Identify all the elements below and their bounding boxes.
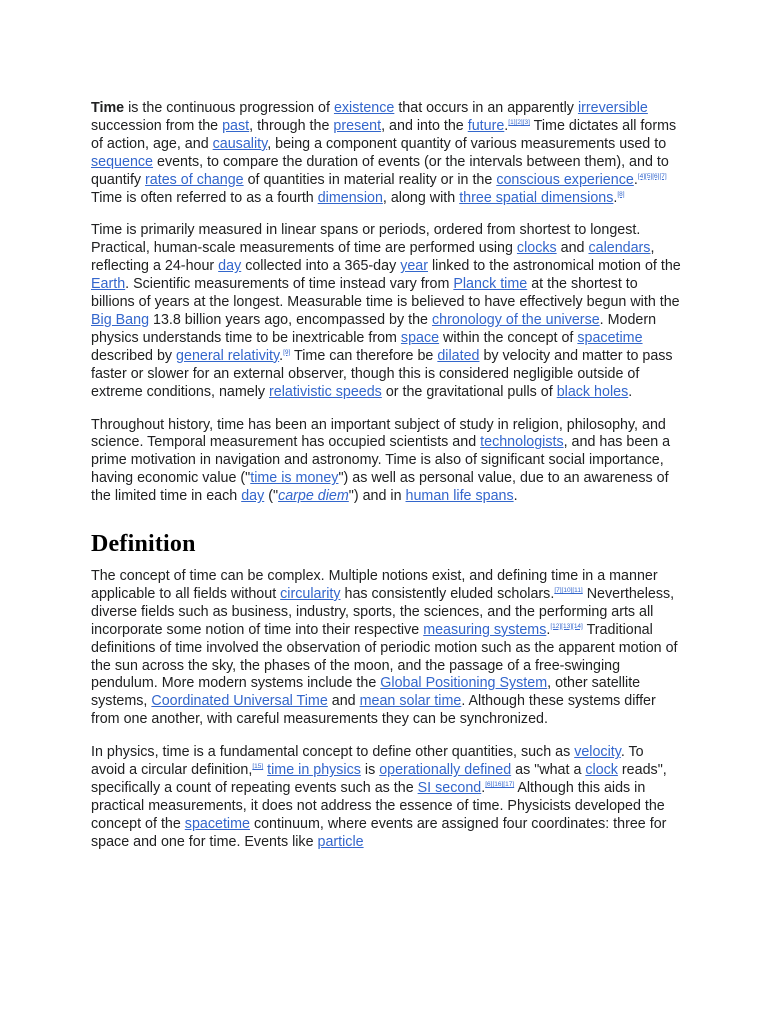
article-link[interactable]: day <box>241 488 265 505</box>
article-link[interactable]: mean solar time <box>359 693 462 710</box>
section-heading-definition: Definition <box>91 531 196 558</box>
text-run: Time can therefore be <box>290 347 438 364</box>
text-run: 13.8 billion years ago, encompassed by the <box>149 311 432 328</box>
text-run: . <box>546 621 551 638</box>
text-run: (" <box>264 488 279 505</box>
article-link[interactable]: dimension <box>317 189 383 206</box>
text-run: linked to the astronomical motion of the <box>428 258 681 275</box>
article-link[interactable]: relativistic speeds <box>269 383 382 400</box>
citation-ref[interactable]: [1][2][3] <box>508 119 530 127</box>
text-run: . <box>504 117 509 134</box>
text-run: is <box>360 762 380 779</box>
text-run: or the gravitational pulls of <box>381 383 557 400</box>
article-link[interactable]: clocks <box>516 240 557 257</box>
text-run: is the continuous progression of <box>124 100 334 116</box>
text-run: as "what a <box>511 762 586 779</box>
article-link[interactable]: spacetime <box>577 329 643 346</box>
text-run: , reflecting a 24-hour <box>91 240 655 275</box>
text-run: , and into the <box>381 117 468 134</box>
citation-ref[interactable]: [7][10][11] <box>554 587 583 595</box>
text-run: and <box>556 240 589 257</box>
article-link[interactable]: SI second <box>417 780 482 796</box>
text-run: Nevertheless, diverse fields such as business, industry, sports, the sciences, and the performing arts all incorporate some notion of time into their respective <box>91 585 675 638</box>
article-link[interactable]: Big Bang <box>91 311 150 328</box>
article-link[interactable]: dilated <box>437 347 480 364</box>
intro-paragraph-1 <box>91 100 681 207</box>
text-run: Although this aids in practical measurements, it does not address the essence of time. Physicists developed the concept of the <box>91 780 665 832</box>
article-link[interactable]: general relativity <box>176 347 280 364</box>
article-link[interactable]: spacetime <box>184 815 250 832</box>
text-run: In physics, time is a fundamental concept to define other quantities, such as <box>91 744 575 761</box>
article-link[interactable]: conscious experience <box>496 171 634 188</box>
citation-ref[interactable]: [4][5][6][7] <box>637 172 667 180</box>
text-run: Time is primarily measured in linear spans or periods, ordered from shortest to longest. Practical, human-scale measurements of time are performed using <box>91 222 641 257</box>
text-run: described by <box>91 347 177 364</box>
article-link[interactable]: Global Positioning System <box>380 675 548 692</box>
text-run: . <box>628 383 633 400</box>
citation-ref[interactable]: [15] <box>252 763 264 771</box>
intro-paragraph-2 <box>91 222 681 401</box>
citation-ref[interactable]: [8] <box>617 190 625 198</box>
article-link[interactable]: day <box>218 258 242 275</box>
article-link[interactable]: causality <box>212 135 268 152</box>
article-link[interactable]: chronology of the universe <box>431 311 600 328</box>
article-link[interactable]: existence <box>333 100 395 116</box>
article-link[interactable]: velocity <box>574 744 621 761</box>
text-run: Traditional definitions of time involved the observation of periodic motion such as the apparent motion of the sun across the sky, the phases of the moon, and the passage of a free-swinging pendulum. More modern systems include the <box>91 621 678 692</box>
article-link[interactable]: operationally defined <box>379 762 512 779</box>
text-run: collected into a 365-day <box>241 258 401 275</box>
text-run: within the concept of <box>439 329 578 346</box>
article-link[interactable]: human life spans <box>405 488 514 505</box>
citation-ref[interactable]: [9] <box>283 349 291 357</box>
text-run: of quantities in material reality or in the <box>243 171 497 188</box>
article-link[interactable]: Coordinated Universal Time <box>151 693 328 710</box>
article-link[interactable]: rates of change <box>145 171 244 188</box>
text-run: . <box>633 171 638 188</box>
text-run: . Although these systems differ from one another, with careful measurements they can be synchronized. <box>91 693 656 728</box>
text-run: that occurs in an apparently <box>394 100 578 116</box>
text-run: . <box>613 189 618 206</box>
article-link[interactable]: measuring systems <box>423 621 547 638</box>
text-run: ") and in <box>348 488 406 505</box>
article-link[interactable]: technologists <box>480 434 564 451</box>
article-link[interactable]: Earth <box>91 276 126 293</box>
article-link[interactable]: time in physics <box>267 762 361 779</box>
text-run: . <box>481 780 486 796</box>
text-run: Time is often referred to as a fourth <box>91 189 318 206</box>
article-link[interactable]: three spatial dimensions <box>459 189 614 206</box>
article-link[interactable]: particle <box>317 833 364 850</box>
article-link[interactable]: carpe diem <box>278 488 349 505</box>
article-link[interactable]: time is money <box>250 470 339 487</box>
text-run: has consistently eluded scholars. <box>340 585 555 602</box>
definition-paragraph-2 <box>91 744 681 851</box>
text-run: The concept of time can be complex. Multiple notions exist, and defining time in a manner applicable to all fields without <box>91 568 658 602</box>
text-run: Time dictates all forms of action, age, and <box>91 117 677 152</box>
text-run: by velocity and matter to pass faster or slower for an external observer, though this is considered negligible outside of extreme conditions, namely <box>91 347 673 400</box>
text-run: at the shortest to billions of years at the longest. Measurable time is believed to have effectively begun with the <box>91 276 680 311</box>
bold-term: Time <box>91 100 125 116</box>
article-link[interactable]: sequence <box>91 153 154 170</box>
text-run: ") as well as personal value, due to an awareness of the limited time in each <box>91 470 669 505</box>
article-link[interactable]: Planck time <box>453 276 528 293</box>
article-link[interactable]: clock <box>585 762 618 779</box>
text-run: , and has been a prime motivation in navigation and astronomy. Time is also of significant social importance, having economic value (" <box>91 434 671 487</box>
text-run: . To avoid a circular definition, <box>91 744 644 779</box>
text-run: events, to compare the duration of events (or the intervals between them), and to quantify <box>91 153 669 188</box>
text-run: Throughout history, time has been an important subject of study in religion, philosophy, and science. Temporal measurement has occupied scientists and <box>91 416 666 451</box>
article-link[interactable]: black holes <box>556 383 629 400</box>
article-link[interactable]: future <box>467 117 505 134</box>
article-link[interactable]: irreversible <box>577 100 648 116</box>
text-run: , through the <box>249 117 334 134</box>
article-link[interactable]: year <box>400 258 429 275</box>
text-run: , along with <box>382 189 460 206</box>
article-link[interactable]: present <box>333 117 382 134</box>
article-link[interactable]: circularity <box>280 585 341 602</box>
article-link[interactable]: space <box>400 329 440 346</box>
text-run: , being a component quantity of various measurements used to <box>267 135 667 152</box>
text-run: . Scientific measurements of time instead vary from <box>125 276 454 293</box>
article-link[interactable]: calendars <box>588 240 651 257</box>
article-link[interactable]: past <box>222 117 250 134</box>
citation-ref[interactable]: [6][16][17] <box>485 781 515 789</box>
text-run: continuum, where events are assigned four coordinates: three for space and one for time. Events like <box>91 815 667 850</box>
text-run: . <box>513 488 518 505</box>
definition-paragraph-1 <box>91 568 681 729</box>
citation-ref[interactable]: [12][13][14] <box>550 622 583 630</box>
intro-paragraph-3 <box>91 417 681 507</box>
text-run: , other satellite systems, <box>91 675 641 710</box>
article-body <box>91 100 681 867</box>
text-run: succession from the <box>91 117 223 134</box>
text-run: . <box>279 347 284 364</box>
text-run: reads", specifically a count of repeating events such as the <box>91 762 667 796</box>
text-run: . Modern physics understands time to be inextricable from <box>91 311 657 346</box>
text-run: and <box>327 693 360 710</box>
